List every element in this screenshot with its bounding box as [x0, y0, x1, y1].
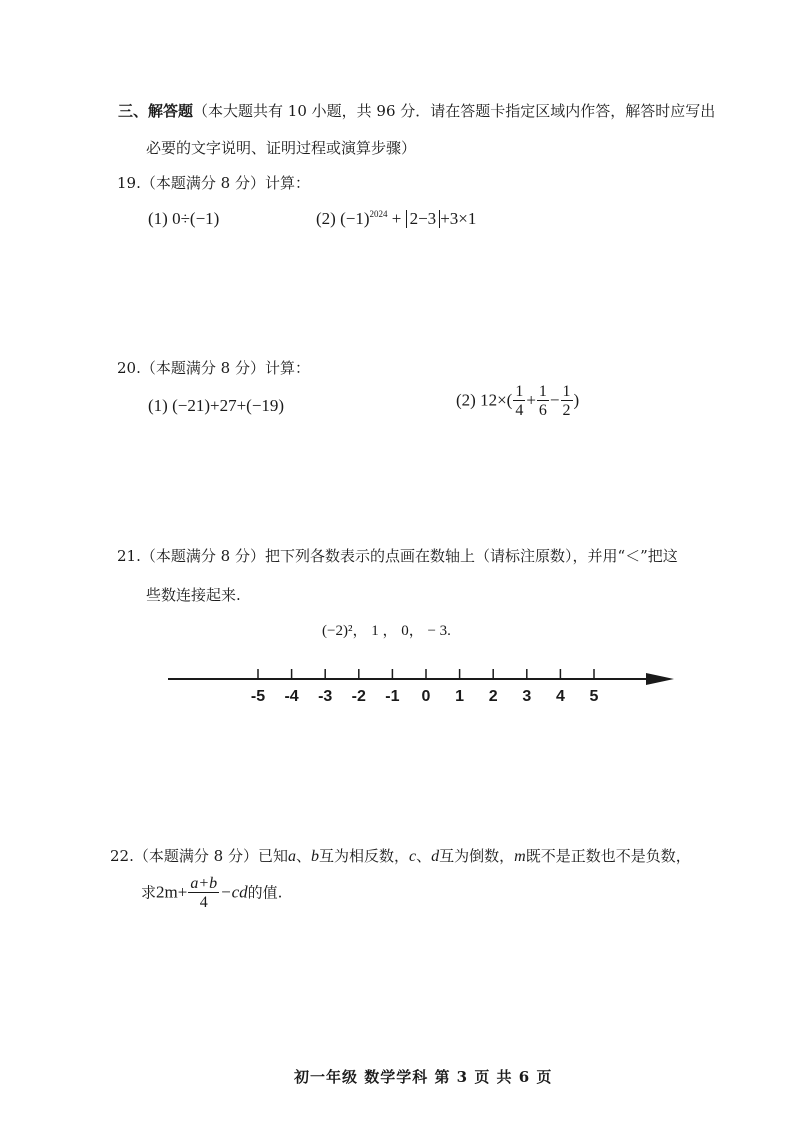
q22-tail: 既不是正数也不是负数， [525, 847, 691, 865]
q20-p1-label: (1) [148, 396, 168, 415]
q19-p1-expr: 0÷(−1) [172, 209, 220, 228]
number-line-tick-label: -2 [351, 688, 366, 705]
q21-header [117, 545, 678, 566]
q19-number: 19. [117, 174, 141, 192]
q22-var-c: c [408, 848, 417, 865]
number-line-tick-label: 3 [522, 688, 532, 705]
q20-op1: + [526, 390, 536, 410]
q21-number: 21. [117, 547, 141, 565]
q21-line2: 些数连接起来. [146, 586, 241, 604]
number-line-arrow [646, 673, 674, 685]
q22-frac-den: 4 [188, 892, 219, 911]
q22-number: 22. [110, 847, 134, 865]
q19-p2-base: (−1) [340, 209, 370, 228]
number-line [160, 655, 690, 710]
number-line-tick-label: 4 [555, 688, 565, 705]
number-line-tick-label: 2 [488, 688, 498, 705]
q19-p2-exp: 2024 [369, 209, 388, 219]
q22-header-a: （本题满分 8 分）已知 [133, 847, 288, 865]
q20-f2-num: 1 [538, 383, 547, 400]
q20-part2 [456, 384, 579, 419]
section-header [118, 100, 715, 121]
number-line-tick-label: -1 [385, 688, 400, 705]
q22-expr-tail: −cd [220, 882, 248, 902]
q22-sep1: 、 [295, 847, 311, 865]
number-line-tick-label: 1 [455, 688, 465, 705]
q22-mid2: 互为倒数， [439, 847, 515, 865]
number-line-tick-label: -3 [318, 688, 333, 705]
number-line-ticks [258, 669, 594, 679]
q20-p2-lead: 12×( [480, 390, 513, 410]
q22-var-m: m [514, 848, 526, 865]
q19-p2-tail: +3×1 [440, 209, 477, 228]
section-desc-line2: 必要的文字说明、证明过程或演算步骤） [146, 139, 417, 157]
q20-header [117, 357, 310, 378]
page-footer: 初一年级 数学学科 第 3 页 共 6 页 [294, 1068, 553, 1086]
q22-frac [188, 876, 219, 911]
q19-p2-abs: 2−3 [406, 210, 441, 228]
q19-p2-plus: + [391, 209, 402, 228]
q22-line2-end: 的值. [247, 883, 283, 902]
q19-p1-label: (1) [148, 209, 168, 228]
q22-expr-lead: 2m+ [156, 882, 188, 902]
q20-f2-den: 6 [538, 402, 547, 419]
q20-part1 [148, 396, 284, 416]
q22-header [110, 845, 691, 866]
q20-header-text: （本题满分 8 分）计算： [140, 359, 310, 377]
q19-part2 [316, 209, 476, 229]
section-title: 三、解答题 [118, 102, 194, 120]
q21-header-text: （本题满分 8 分）把下列各数表示的点画在数轴上（请标注原数），并用“＜”把这 [140, 547, 678, 565]
number-line-tick-label: 0 [421, 688, 431, 705]
q22-var-d: d [431, 848, 440, 865]
q19-part1 [148, 209, 219, 229]
q20-frac-3 [561, 384, 573, 419]
q20-p1-expr: (−21)+27+(−19) [172, 396, 285, 415]
q22-sep2: 、 [416, 847, 432, 865]
q20-p2-label: (2) [456, 390, 476, 410]
q20-frac-2 [537, 384, 549, 419]
q22-var-b: b [310, 848, 319, 865]
number-line-tick-label: -5 [250, 688, 266, 705]
q20-frac-1 [513, 384, 525, 419]
q20-f3-num: 1 [562, 383, 571, 400]
number-line-tick-label: -4 [284, 688, 299, 705]
q20-p2-close: ) [573, 390, 580, 410]
q21-numbers: (−2)²， 1 ， 0， − 3. [322, 623, 451, 639]
number-line-tick-label: 5 [589, 688, 599, 705]
q19-header-text: （本题满分 8 分）计算： [140, 174, 310, 192]
q22-mid1: 互为相反数， [318, 847, 409, 865]
q20-f1-den: 4 [515, 402, 524, 419]
q19-header [117, 172, 310, 193]
section-desc-line1: （本大题共有 10 小题，共 96 分．请在答题卡指定区域内作答，解答时应写出 [193, 102, 716, 120]
number-line-labels [251, 688, 599, 705]
q20-number: 20. [117, 359, 141, 377]
q20-f1-num: 1 [515, 383, 524, 400]
q20-op2: − [549, 390, 560, 410]
q22-line2-lead: 求 [141, 883, 157, 902]
q22-line2 [141, 876, 282, 911]
q20-f3-den: 2 [562, 402, 571, 419]
q22-var-a: a [287, 848, 296, 865]
q22-frac-num: a+b [190, 875, 218, 892]
q19-p2-label: (2) [316, 209, 336, 228]
